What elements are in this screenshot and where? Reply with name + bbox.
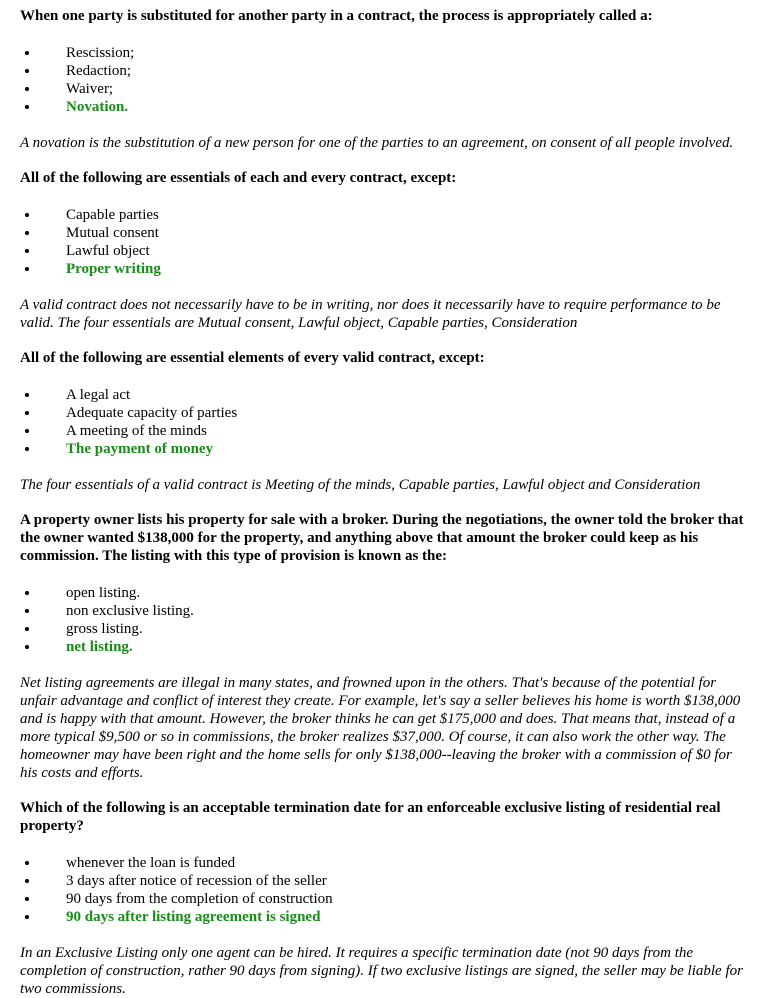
answer-option-label: Redaction; <box>66 63 131 79</box>
bullet-icon <box>25 87 29 91</box>
bullet-icon <box>25 51 29 55</box>
bullet-icon <box>25 627 29 631</box>
answer-explanation: Net listing agreements are illegal in many states, and frowned upon in the others. That's because of the potential for unfair advantage and conflict of interest they create. For example, let's say a seller believes his home is worth $138,000 and is happy with that amount. However, the broker thinks he can get $175,000 and does. That means that, instead of a more typical $9,500 or so in commissions, the broker realizes $37,000. Of course, it can also work the other way. The homeowner may have been right and the home sells for only $138,000--leaving the broker with a commission of $0 for his costs and efforts. <box>20 675 741 781</box>
answer-option <box>20 872 748 890</box>
question-block <box>20 7 748 152</box>
correct-answer-option <box>20 98 748 116</box>
answer-option <box>20 44 748 62</box>
answer-option-label: Mutual consent <box>66 225 159 241</box>
answer-option-label: net listing. <box>66 639 133 655</box>
answer-option <box>20 404 748 422</box>
bullet-icon <box>25 429 29 433</box>
bullet-icon <box>25 267 29 271</box>
answer-option-label: 90 days from the completion of construction <box>66 891 333 907</box>
question-text: When one party is substituted for another party in a contract, the process is appropriately called a: <box>20 8 653 24</box>
answer-option-label: Capable parties <box>66 207 159 223</box>
answer-option <box>20 80 748 98</box>
bullet-icon <box>25 897 29 901</box>
answer-option <box>20 584 748 602</box>
bullet-icon <box>25 249 29 253</box>
answer-option <box>20 422 748 440</box>
question-block <box>20 169 748 332</box>
bullet-icon <box>25 879 29 883</box>
answer-option-label: open listing. <box>66 585 141 601</box>
quiz-document <box>20 7 748 998</box>
answer-option <box>20 602 748 620</box>
answer-option <box>20 224 748 242</box>
question-block <box>20 349 748 494</box>
answer-explanation: The four essentials of a valid contract is Meeting of the minds, Capable parties, Lawful object and Consideration <box>20 477 701 493</box>
bullet-icon <box>25 645 29 649</box>
answer-options <box>20 584 748 656</box>
answer-option-label: Adequate capacity of parties <box>66 405 238 421</box>
bullet-icon <box>25 105 29 109</box>
answer-option <box>20 206 748 224</box>
answer-options <box>20 386 748 458</box>
answer-option-label: 3 days after notice of recession of the seller <box>66 873 327 889</box>
bullet-icon <box>25 213 29 217</box>
answer-option-label: Proper writing <box>66 261 161 277</box>
correct-answer-option <box>20 440 748 458</box>
answer-option-label: Rescission; <box>66 45 135 61</box>
answer-explanation: A valid contract does not necessarily have to be in writing, nor does it necessarily have to require performance to be valid. The four essentials are Mutual consent, Lawful object, Capable parties, Consideration <box>20 297 721 331</box>
answer-option <box>20 620 748 638</box>
bullet-icon <box>25 393 29 397</box>
answer-options <box>20 854 748 926</box>
question-text: A property owner lists his property for sale with a broker. During the negotiations, the owner told the broker that the owner wanted $138,000 for the property, and anything above that amount the broker could keep as his commission. The listing with this type of provision is known as the: <box>20 512 744 564</box>
bullet-icon <box>25 591 29 595</box>
question-block <box>20 799 748 998</box>
answer-option-label: non exclusive listing. <box>66 603 194 619</box>
answer-option <box>20 242 748 260</box>
answer-option <box>20 890 748 908</box>
answer-options <box>20 44 748 116</box>
answer-option-label: Novation. <box>66 99 129 115</box>
question-block <box>20 511 748 782</box>
question-text: All of the following are essential elements of every valid contract, except: <box>20 350 485 366</box>
answer-option-label: A legal act <box>66 387 131 403</box>
answer-explanation: A novation is the substitution of a new person for one of the parties to an agreement, on consent of all people involved. <box>20 135 734 151</box>
answer-option-label: Lawful object <box>66 243 150 259</box>
answer-option-label: A meeting of the minds <box>66 423 207 439</box>
answer-option <box>20 386 748 404</box>
bullet-icon <box>25 915 29 919</box>
bullet-icon <box>25 411 29 415</box>
correct-answer-option <box>20 260 748 278</box>
question-text: Which of the following is an acceptable termination date for an enforceable exclusive listing of residential real property? <box>20 800 721 834</box>
answer-option-label: whenever the loan is funded <box>66 855 236 871</box>
answer-option-label: The payment of money <box>66 441 214 457</box>
answer-options <box>20 206 748 278</box>
bullet-icon <box>25 231 29 235</box>
bullet-icon <box>25 69 29 73</box>
answer-option-label: gross listing. <box>66 621 143 637</box>
bullet-icon <box>25 861 29 865</box>
bullet-icon <box>25 447 29 451</box>
answer-option <box>20 854 748 872</box>
correct-answer-option <box>20 908 748 926</box>
answer-explanation: In an Exclusive Listing only one agent can be hired. It requires a specific termination date (not 90 days from the completion of construction, rather 90 days from signing). If two exclusive listings are signed, the seller may be liable for two commissions. <box>20 945 743 997</box>
correct-answer-option <box>20 638 748 656</box>
question-text: All of the following are essentials of each and every contract, except: <box>20 170 457 186</box>
answer-option-label: Waiver; <box>66 81 114 97</box>
answer-option-label: 90 days after listing agreement is signed <box>66 909 321 925</box>
answer-option <box>20 62 748 80</box>
bullet-icon <box>25 609 29 613</box>
